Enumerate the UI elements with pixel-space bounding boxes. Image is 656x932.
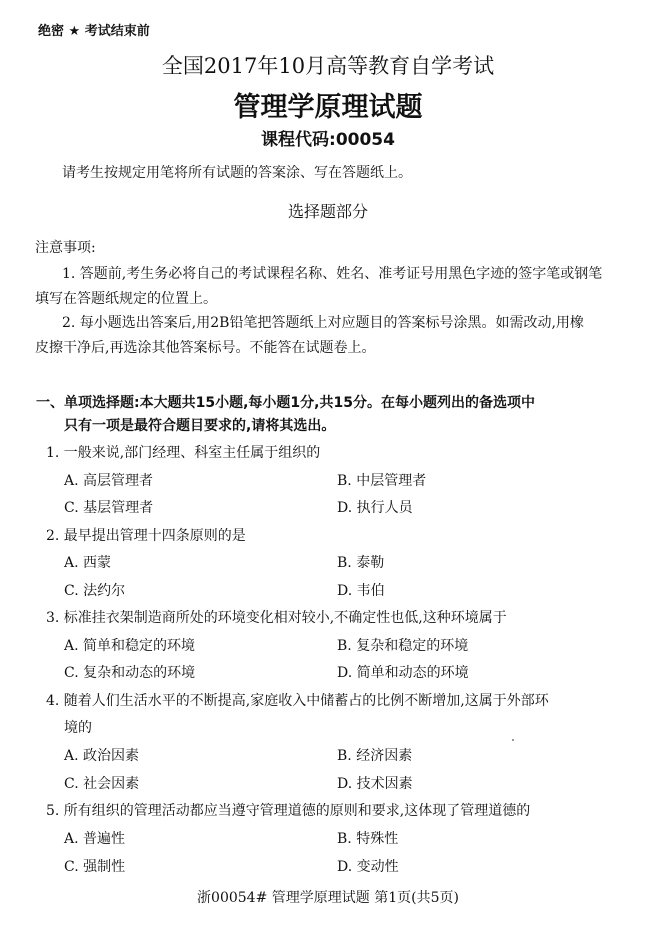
option-d: D. 技术因素 bbox=[337, 776, 413, 792]
option-d: D. 韦伯 bbox=[337, 583, 385, 599]
note-line: 1. 答题前,考生务必将自己的考试课程名称、姓名、准考证号用黑色字迹的签字笔或钢笔 bbox=[62, 266, 603, 282]
option-d: D. 简单和动态的环境 bbox=[337, 665, 469, 681]
option-b: B. 经济因素 bbox=[337, 748, 413, 764]
note-line: 填写在答题纸规定的位置上。 bbox=[35, 291, 217, 307]
scan-speck bbox=[512, 739, 514, 741]
answer-instruction: 请考生按规定用笔将所有试题的答案涂、写在答题纸上。 bbox=[62, 165, 412, 181]
option-c: C. 基层管理者 bbox=[64, 500, 154, 516]
exam-title: 全国2017年10月高等教育自学考试 bbox=[161, 54, 495, 78]
option-c: C. 强制性 bbox=[64, 859, 126, 875]
course-code: 课程代码:00054 bbox=[261, 130, 395, 150]
secret-label: 绝密 ★ 考试结束前 bbox=[38, 24, 150, 39]
option-d: D. 变动性 bbox=[337, 859, 399, 875]
question-stem: 3. 标准挂衣架制造商所处的环境变化相对较小,不确定性也低,这种环境属于 bbox=[46, 610, 507, 626]
notes-label: 注意事项: bbox=[35, 240, 96, 256]
option-b: B. 中层管理者 bbox=[337, 473, 427, 489]
option-a: A. 普遍性 bbox=[64, 831, 126, 847]
question-stem: 1. 一般来说,部门经理、科室主任属于组织的 bbox=[46, 445, 321, 461]
part-heading: 一、单项选择题:本大题共15小题,每小题1分,共15分。在每小题列出的备选项中 bbox=[36, 395, 535, 411]
option-a: A. 高层管理者 bbox=[64, 473, 154, 489]
option-c: C. 社会因素 bbox=[64, 776, 140, 792]
section-title: 选择题部分 bbox=[287, 202, 368, 221]
note-line: 2. 每小题选出答案后,用2B铅笔把答题纸上对应题目的答案标号涂黑。如需改动,用橡 bbox=[62, 315, 584, 331]
option-a: A. 政治因素 bbox=[64, 748, 140, 764]
note-line: 皮擦干净后,再选涂其他答案标号。不能答在试题卷上。 bbox=[35, 340, 376, 356]
page-footer: 浙00054# 管理学原理试题 第1页(共5页) bbox=[197, 890, 459, 906]
option-c: C. 复杂和动态的环境 bbox=[64, 665, 196, 681]
option-c: C. 法约尔 bbox=[64, 583, 126, 599]
option-b: B. 复杂和稳定的环境 bbox=[337, 638, 469, 654]
option-a: A. 西蒙 bbox=[64, 555, 112, 571]
question-stem: 2. 最早提出管理十四条原则的是 bbox=[46, 528, 246, 544]
part-heading-cont: 只有一项是最符合题目要求的,请将其选出。 bbox=[64, 418, 336, 434]
option-d: D. 执行人员 bbox=[337, 500, 413, 516]
option-a: A. 简单和稳定的环境 bbox=[64, 638, 196, 654]
page-title: 管理学原理试题 bbox=[233, 92, 423, 123]
question-stem: 4. 随着人们生活水平的不断提高,家庭收入中储蓄占的比例不断增加,这属于外部环 bbox=[46, 693, 549, 709]
option-b: B. 泰勒 bbox=[337, 555, 385, 571]
question-stem-cont: 境的 bbox=[64, 720, 92, 736]
question-stem: 5. 所有组织的管理活动都应当遵守管理道德的原则和要求,这体现了管理道德的 bbox=[46, 803, 531, 819]
option-b: B. 特殊性 bbox=[337, 831, 399, 847]
